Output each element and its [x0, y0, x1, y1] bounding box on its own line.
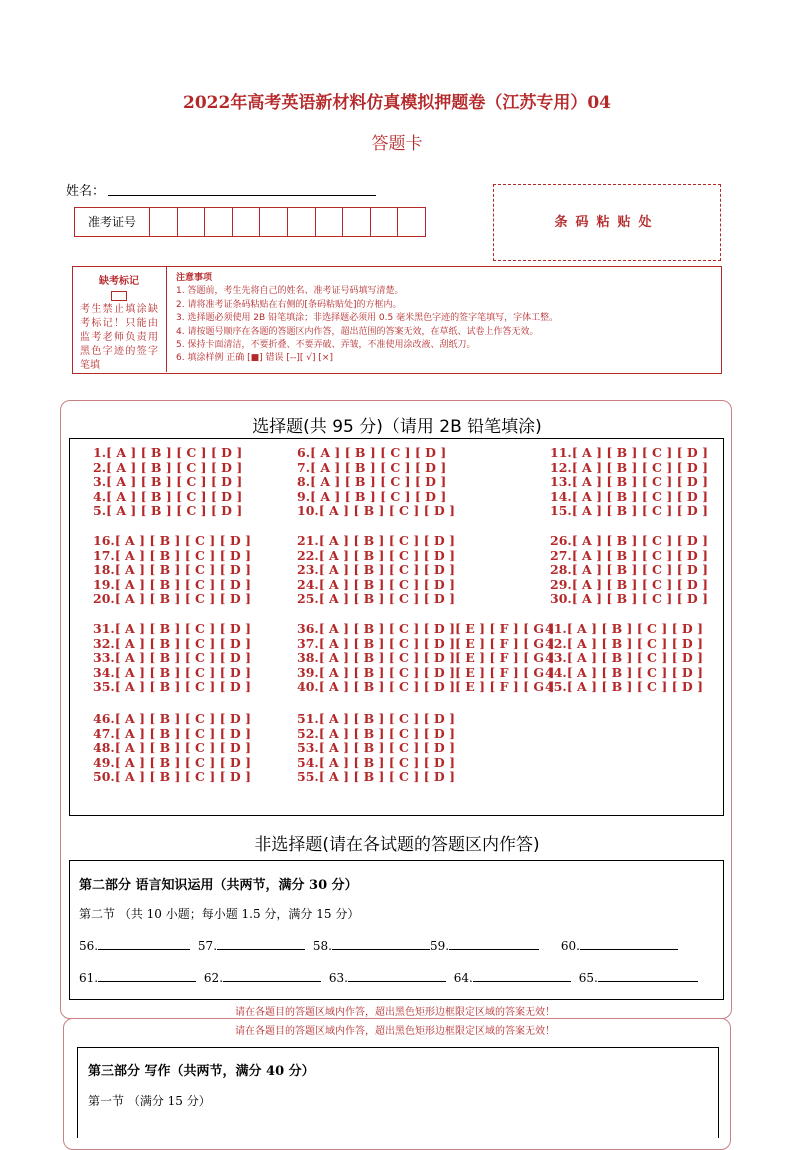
blank-field[interactable] — [580, 937, 678, 950]
choice-row[interactable]: 45.[ A ] [ B ] [ C ] [ D ] — [545, 679, 703, 695]
blank-field[interactable] — [473, 969, 571, 982]
blank-field[interactable] — [348, 969, 446, 982]
choice-row[interactable]: 24.[ A ] [ B ] [ C ] [ D ] — [297, 576, 455, 592]
notes-item: 2. 请将准考证条码粘贴在右侧的[条码粘贴处]的方框内。 — [176, 299, 402, 310]
choice-row[interactable]: 52.[ A ] [ B ] [ C ] [ D ] — [297, 725, 455, 741]
exam-id-cell[interactable] — [260, 208, 288, 236]
choice-row[interactable]: 12.[ A ] [ B ] [ C ] [ D ] — [550, 459, 708, 475]
exam-id-box — [74, 207, 426, 237]
choice-row[interactable]: 42.[ A ] [ B ] [ C ] [ D ] — [545, 635, 703, 651]
notes-title: 注意事项 — [176, 273, 213, 283]
blank-field[interactable] — [223, 969, 321, 982]
choice-row[interactable]: 19.[ A ] [ B ] [ C ] [ D ] — [93, 576, 251, 592]
choice-row[interactable]: 55.[ A ] [ B ] [ C ] [ D ] — [297, 769, 455, 785]
choice-row[interactable]: 13.[ A ] [ B ] [ C ] [ D ] — [550, 474, 708, 490]
exam-id-label: 准考证号 — [75, 208, 150, 236]
blank-field[interactable] — [598, 969, 698, 982]
choice-column[interactable] — [550, 446, 708, 519]
choice-column[interactable] — [93, 534, 251, 607]
blank-number: 63. — [328, 971, 348, 985]
choice-column[interactable] — [545, 622, 703, 695]
notes-item: 4. 请按题号顺序在各题的答题区内作答，超出范围的答案无效，在草纸、试卷上作答无效。 — [176, 326, 539, 337]
missing-mark-checkbox[interactable] — [111, 291, 127, 301]
choice-row[interactable]: 31.[ A ] [ B ] [ C ] [ D ] — [93, 621, 251, 636]
exam-id-cell[interactable] — [233, 208, 261, 236]
answer-warning-clipped: 请在各题目的答题区域内作答，超出黑色矩形边框限定区域的答案无效！ — [235, 1007, 555, 1018]
missing-mark-title: 缺考标记 — [99, 276, 139, 287]
part3-title: 第三部分 写作（共两节，满分 40 分） — [88, 1064, 315, 1079]
choice-column[interactable] — [297, 622, 554, 695]
blank-field[interactable] — [98, 937, 190, 950]
exam-id-cell[interactable] — [288, 208, 316, 236]
exam-id-cell[interactable] — [205, 208, 233, 236]
choice-row[interactable]: 16.[ A ] [ B ] [ C ] [ D ] — [93, 533, 251, 548]
exam-id-cell[interactable] — [150, 208, 178, 236]
choice-row[interactable]: 38.[ A ] [ B ] [ C ] [ D ][ E ] [ F ] [ G ] — [297, 650, 555, 666]
missing-mark-text: 考生禁止填涂缺考标记！只能由监考老师负责用黑色字迹的签字笔填 — [80, 304, 158, 371]
blank-row — [79, 937, 678, 953]
choice-row[interactable]: 26.[ A ] [ B ] [ C ] [ D ] — [550, 533, 708, 548]
choice-column[interactable] — [297, 446, 455, 519]
choice-row[interactable]: 27.[ A ] [ B ] [ C ] [ D ] — [550, 547, 708, 563]
choice-row[interactable]: 2.[ A ] [ B ] [ C ] [ D ] — [93, 459, 243, 475]
blank-number: 57. — [197, 939, 218, 953]
choice-row[interactable]: 8.[ A ] [ B ] [ C ] [ D ] — [297, 474, 447, 490]
choice-row[interactable]: 53.[ A ] [ B ] [ C ] [ D ] — [297, 740, 455, 756]
choice-row[interactable]: 1.[ A ] [ B ] [ C ] [ D ] — [93, 445, 243, 460]
exam-id-cell[interactable] — [343, 208, 371, 236]
part2-title: 第二部分 语言知识运用（共两节，满分 30 分） — [79, 878, 358, 893]
choice-row[interactable]: 10.[ A ] [ B ] [ C ] [ D ] — [297, 503, 455, 519]
notes-item: 6. 填涂样例 正确 [■] 错误 [--][ √] [×] — [176, 353, 333, 364]
choice-row[interactable]: 54.[ A ] [ B ] [ C ] [ D ] — [297, 754, 455, 770]
choice-row[interactable]: 29.[ A ] [ B ] [ C ] [ D ] — [550, 576, 708, 592]
choice-row[interactable]: 5.[ A ] [ B ] [ C ] [ D ] — [93, 503, 243, 519]
nonchoice-area — [69, 860, 724, 1000]
choice-row[interactable]: 25.[ A ] [ B ] [ C ] [ D ] — [297, 591, 455, 607]
exam-id-cell[interactable] — [398, 208, 425, 236]
blank-number: 61. — [79, 971, 99, 985]
choice-column[interactable] — [93, 712, 251, 785]
blank-field[interactable] — [217, 937, 305, 950]
choice-row[interactable]: 32.[ A ] [ B ] [ C ] [ D ] — [93, 635, 251, 651]
choice-row[interactable]: 51.[ A ] [ B ] [ C ] [ D ] — [297, 711, 455, 726]
blank-field[interactable] — [98, 969, 196, 982]
choice-column[interactable] — [93, 622, 251, 695]
blank-number: 58. — [312, 939, 332, 953]
choice-row[interactable]: 15.[ A ] [ B ] [ C ] [ D ] — [550, 503, 708, 519]
exam-id-cell[interactable] — [178, 208, 206, 236]
page-subtitle: 答题卡 — [371, 134, 423, 154]
choice-column[interactable] — [297, 534, 455, 607]
writing-area — [77, 1047, 719, 1138]
blank-number: 60. — [560, 939, 580, 953]
blank-number: 64. — [453, 971, 473, 985]
choice-column[interactable] — [297, 712, 455, 785]
choice-row[interactable]: 48.[ A ] [ B ] [ C ] [ D ] — [93, 740, 251, 756]
page-title: 2022年高考英语新材料仿真模拟押题卷（江苏专用）04 — [183, 93, 611, 113]
choice-row[interactable]: 39.[ A ] [ B ] [ C ] [ D ][ E ] [ F ] [ G ] — [297, 664, 555, 680]
choice-row[interactable]: 36.[ A ] [ B ] [ C ] [ D ][ E ] [ F ] [ G ] — [297, 621, 555, 636]
notes-item: 5. 保持卡面清洁，不要折叠、不要弄破、弄皱，不准使用涂改液、刮纸刀。 — [176, 340, 476, 351]
choice-row[interactable]: 14.[ A ] [ B ] [ C ] [ D ] — [550, 488, 708, 504]
choice-row[interactable]: 33.[ A ] [ B ] [ C ] [ D ] — [93, 650, 251, 666]
blank-field[interactable] — [332, 937, 430, 950]
choice-section-title: 选择题(共 95 分)（请用 2B 铅笔填涂) — [252, 417, 542, 437]
notes-item: 3. 选择题必须使用 2B 铅笔填涂；非选择题必须用 0.5 毫米黑色字迹的签字笔填写，字体工整。 — [176, 313, 559, 324]
blank-number: 59. — [429, 939, 450, 953]
choice-row[interactable]: 50.[ A ] [ B ] [ C ] [ D ] — [93, 769, 251, 785]
choice-row[interactable]: 22.[ A ] [ B ] [ C ] [ D ] — [297, 547, 455, 563]
choice-row[interactable]: 21.[ A ] [ B ] [ C ] [ D ] — [297, 533, 455, 548]
choice-row[interactable]: 46.[ A ] [ B ] [ C ] [ D ] — [93, 711, 251, 726]
blank-number: 62. — [203, 971, 224, 985]
choice-row[interactable]: 23.[ A ] [ B ] [ C ] [ D ] — [297, 562, 455, 578]
choice-row[interactable]: 18.[ A ] [ B ] [ C ] [ D ] — [93, 562, 251, 578]
choice-row[interactable]: 49.[ A ] [ B ] [ C ] [ D ] — [93, 754, 251, 770]
missing-mark-panel — [72, 266, 167, 372]
choice-row[interactable]: 40.[ A ] [ B ] [ C ] [ D ][ E ] [ F ] [ G ] — [297, 679, 555, 695]
name-field[interactable] — [108, 195, 376, 196]
blank-number: 65. — [578, 971, 598, 985]
choice-row[interactable]: 47.[ A ] [ B ] [ C ] [ D ] — [93, 725, 251, 741]
answer-warning: 请在各题目的答题区域内作答，超出黑色矩形边框限定区域的答案无效！ — [235, 1026, 555, 1037]
notes-item: 1. 答题前，考生先将自己的姓名、准考证号码填写清楚。 — [176, 286, 404, 297]
choice-row[interactable]: 11.[ A ] [ B ] [ C ] [ D ] — [550, 445, 708, 460]
blank-field[interactable] — [449, 937, 539, 950]
choice-row[interactable]: 28.[ A ] [ B ] [ C ] [ D ] — [550, 562, 708, 578]
choice-row[interactable]: 41.[ A ] [ B ] [ C ] [ D ] — [545, 621, 703, 636]
choice-row[interactable]: 20.[ A ] [ B ] [ C ] [ D ] — [93, 591, 251, 607]
choice-column[interactable] — [93, 446, 242, 519]
choice-row[interactable]: 7.[ A ] [ B ] [ C ] [ D ] — [297, 459, 447, 475]
choice-row[interactable]: 44.[ A ] [ B ] [ C ] [ D ] — [545, 664, 703, 680]
choice-row[interactable]: 17.[ A ] [ B ] [ C ] [ D ] — [93, 547, 251, 563]
choice-row[interactable]: 35.[ A ] [ B ] [ C ] [ D ] — [93, 679, 251, 695]
nonchoice-section-title: 非选择题(请在各试题的答题区内作答) — [254, 835, 540, 855]
choice-row[interactable]: 9.[ A ] [ B ] [ C ] [ D ] — [297, 488, 447, 504]
choice-row[interactable]: 4.[ A ] [ B ] [ C ] [ D ] — [93, 488, 243, 504]
notes-panel — [176, 272, 558, 366]
choice-row[interactable]: 3.[ A ] [ B ] [ C ] [ D ] — [93, 474, 243, 490]
choice-row[interactable]: 30.[ A ] [ B ] [ C ] [ D ] — [550, 591, 708, 607]
blank-number: 56. — [79, 939, 99, 953]
choice-row[interactable]: 43.[ A ] [ B ] [ C ] [ D ] — [545, 650, 703, 666]
blank-row — [79, 969, 698, 985]
choice-row[interactable]: 37.[ A ] [ B ] [ C ] [ D ][ E ] [ F ] [ G ] — [297, 635, 555, 651]
choice-row[interactable]: 6.[ A ] [ B ] [ C ] [ D ] — [297, 445, 447, 460]
exam-id-cell[interactable] — [371, 208, 399, 236]
section2-title: 第二节 （共 10 小题；每小题 1.5 分，满分 15 分） — [79, 907, 360, 921]
name-label: 姓名： — [66, 184, 106, 199]
exam-id-cell[interactable] — [316, 208, 344, 236]
section1-title: 第一节 （满分 15 分） — [88, 1094, 211, 1108]
barcode-area: 条码粘贴处 — [493, 184, 721, 261]
choice-row[interactable]: 34.[ A ] [ B ] [ C ] [ D ] — [93, 664, 251, 680]
choice-column[interactable] — [550, 534, 708, 607]
